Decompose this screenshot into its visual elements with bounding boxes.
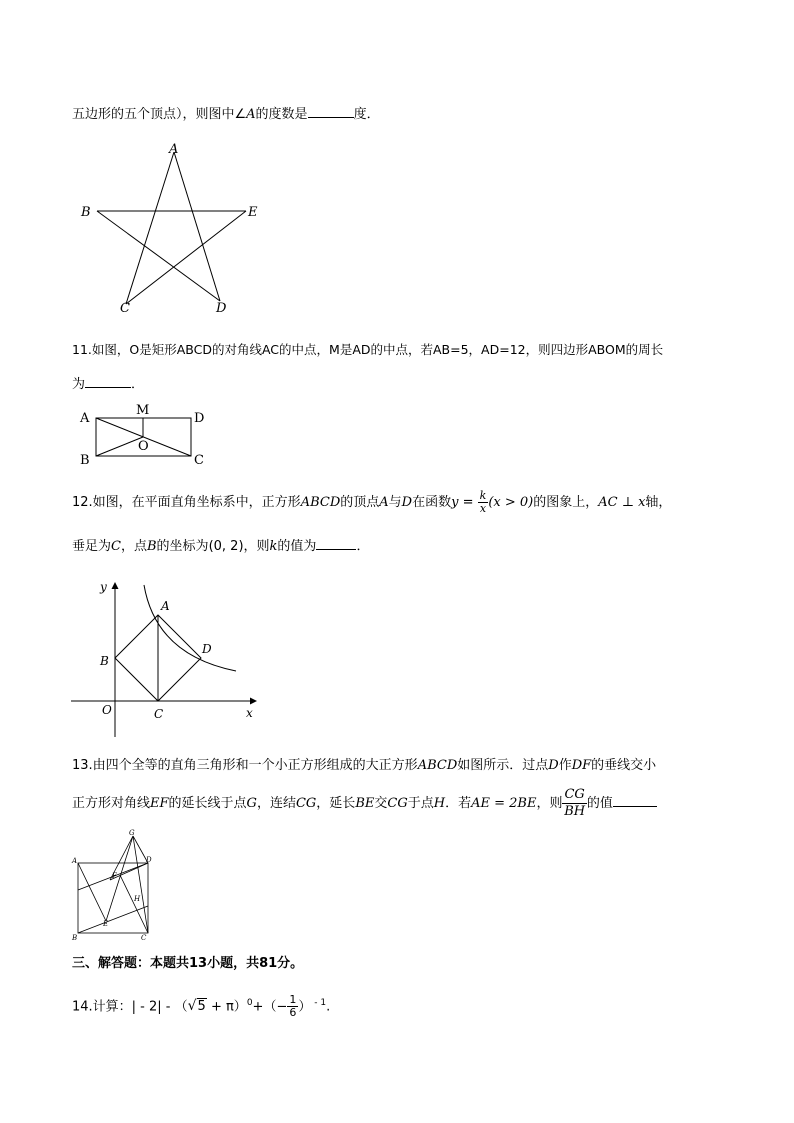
q12-text-1: 12.如图，在平面直角坐标系中，正方形 xyxy=(72,495,301,510)
q13-text-7: ，连结 xyxy=(256,796,296,811)
sq-label-c: C xyxy=(141,934,147,942)
q14-text-1: 14.计算：| - 2| - （ xyxy=(72,999,188,1015)
axis-label-x: x xyxy=(246,706,253,720)
q13-text-9: 交 xyxy=(374,796,388,811)
q12-text-4: 在函数 xyxy=(412,495,452,510)
q12-text-5: 的图象上， xyxy=(533,495,599,510)
q12-perpendicular: AC ⊥ x xyxy=(598,495,646,510)
sq-label-h: H xyxy=(134,895,141,903)
q10-answer-blank[interactable] xyxy=(308,103,354,118)
q13-text-4: 的垂线交小 xyxy=(591,758,657,773)
q12-fraction-denominator: x xyxy=(479,502,487,515)
q13-answer-blank[interactable] xyxy=(613,792,657,807)
q12-text-10: ，则 xyxy=(243,539,270,554)
q13-text-2: 如图所示．过点 xyxy=(457,758,549,773)
axis-label-y: y xyxy=(100,580,107,594)
q13-text-6: 的延长线于点 xyxy=(168,796,247,811)
line-eg xyxy=(106,836,133,921)
q14-exponent-neg1: - 1 xyxy=(311,998,327,1008)
rectangle-label-m: M xyxy=(136,403,150,418)
pentagram-figure xyxy=(70,138,270,318)
q12-text-12: ． xyxy=(356,539,370,554)
q13-line1 xyxy=(72,757,656,775)
q13-line2 xyxy=(72,786,657,822)
q12-fraction-numerator: k xyxy=(479,489,487,502)
rectangle-figure xyxy=(72,400,222,470)
q13-fraction-numerator: CG xyxy=(564,787,585,802)
point-label-d: D xyxy=(202,642,212,656)
q12-text-7: 垂足为 xyxy=(72,539,112,554)
q14-exponent-0: 0 xyxy=(246,998,253,1008)
q10-end-text: 度． xyxy=(353,107,380,122)
sq-label-a: A xyxy=(72,857,78,865)
rectangle-label-b: B xyxy=(80,453,90,468)
rectangle-label-o: O xyxy=(138,439,149,454)
point-label-b: B xyxy=(100,654,109,668)
q10-var-a: A xyxy=(246,107,256,122)
q14-fraction-numerator: 1 xyxy=(289,993,297,1007)
q12-fraction-k-over-x xyxy=(478,490,489,515)
q10-after-text: 的度数是 xyxy=(255,107,308,122)
q12-var-y: y xyxy=(451,495,459,510)
square-figure xyxy=(68,826,168,946)
q11-line1: 11.如图，O是矩形ABCD的对角线AC的中点，M是AD的中点，若AB=5，AD=12，则四边形ABOM的周长 xyxy=(72,342,664,357)
q13-fraction-denominator: BH xyxy=(564,804,586,819)
pentagram-line-ac xyxy=(126,152,174,304)
pentagram-label-b: B xyxy=(81,205,91,220)
q13-text-8: ，延长 xyxy=(316,796,356,811)
q11-line2-suffix: ． xyxy=(131,377,145,392)
q11-line2-prefix: 为 xyxy=(72,377,86,392)
q12-text-6: 轴， xyxy=(645,495,672,510)
q14-sqrt xyxy=(188,991,207,1022)
q13-text-11: ．若 xyxy=(445,796,472,811)
q12-text-3: 与 xyxy=(388,495,402,510)
q12-var-abcd: ABCD xyxy=(300,495,341,510)
q13-var-h: H xyxy=(433,796,446,811)
rectangle-label-d: D xyxy=(194,411,205,426)
q11-line2 xyxy=(72,373,144,394)
q13-var-cg-2: CG xyxy=(387,796,408,811)
coordinate-figure xyxy=(66,575,266,740)
q14-fraction-denominator: 6 xyxy=(289,1006,297,1020)
sqrt-icon: √ xyxy=(187,998,197,1015)
q12-domain: (x > 0) xyxy=(488,495,534,510)
q12-text-9: 的坐标为 xyxy=(156,539,209,554)
q13-var-d: D xyxy=(548,758,559,773)
q14-text-5: . xyxy=(326,999,331,1015)
pentagram-label-e: E xyxy=(248,205,258,220)
point-label-c: C xyxy=(154,707,164,721)
q13-var-be: BE xyxy=(355,796,375,811)
q12-answer-blank[interactable] xyxy=(316,535,356,550)
pentagram-label-a: A xyxy=(169,142,179,157)
sq-label-g: G xyxy=(129,829,135,837)
q13-text-3: 作 xyxy=(558,758,572,773)
q11-answer-blank[interactable] xyxy=(85,373,131,388)
line-gc xyxy=(133,836,148,933)
sq-label-b: B xyxy=(72,934,78,942)
sq-label-d: D xyxy=(146,856,152,864)
q13-text-1: 13.由四个全等的直角三角形和一个小正方形组成的大正方形 xyxy=(72,758,418,773)
q13-var-cg: CG xyxy=(295,796,317,811)
q13-var-ef: EF xyxy=(150,796,169,811)
pentagram-line-bd xyxy=(97,211,220,301)
q14-fraction xyxy=(287,994,298,1019)
pentagram-line-ad xyxy=(174,152,220,301)
q12-var-b: B xyxy=(146,539,157,554)
q12-point-b: (0, 2) xyxy=(208,539,244,554)
q12-var-a: A xyxy=(379,495,389,510)
q12-line1 xyxy=(72,490,671,514)
q13-text-5: 正方形对角线 xyxy=(72,796,151,811)
q10-line-text: 五边形的五个顶点），则图中∠ xyxy=(72,107,247,122)
section-heading: 三、解答题：本题共13小题，共81分。 xyxy=(72,956,304,971)
sq-label-e: E xyxy=(103,920,109,928)
rectangle-segment-bo xyxy=(96,437,143,456)
q14-text-4: ） xyxy=(298,999,312,1015)
q12-var-c: C xyxy=(111,539,121,554)
q12-var-k: k xyxy=(269,539,278,554)
sq-label-f: F xyxy=(112,872,117,880)
line-ae xyxy=(78,863,106,921)
q13-text-10: 于点 xyxy=(407,796,434,811)
q13-text-12: ，则 xyxy=(536,796,563,811)
q12-equals: = xyxy=(458,495,478,510)
pentagram-line-ec xyxy=(126,211,246,304)
q14-expression xyxy=(72,988,330,1018)
pentagram-label-c: C xyxy=(120,301,130,316)
q13-var-df: DF xyxy=(571,758,592,773)
q12-text-2: 的顶点 xyxy=(340,495,380,510)
q12-text-8: ，点 xyxy=(120,539,147,554)
q12-line2 xyxy=(72,535,369,556)
q13-condition: AE = 2BE xyxy=(471,796,537,811)
line-bh xyxy=(78,906,148,933)
q13-fraction-cg-over-bh xyxy=(562,787,586,820)
origin-label-o: O xyxy=(102,703,112,717)
q10-text xyxy=(72,103,380,124)
q14-text-3: +（− xyxy=(252,999,288,1015)
q13-var-g: G xyxy=(246,796,257,811)
q14-sqrt-radicand: 5 xyxy=(197,999,206,1015)
q12-text-11: 的值为 xyxy=(277,539,317,554)
q14-text-2: + π） xyxy=(206,999,247,1015)
q13-var-abcd: ABCD xyxy=(417,758,458,773)
q13-text-13: 的值 xyxy=(586,796,613,811)
rectangle-label-c: C xyxy=(194,453,204,468)
pentagram-label-d: D xyxy=(216,301,227,316)
point-label-a: A xyxy=(161,599,170,613)
q12-var-d: D xyxy=(401,495,413,510)
rectangle-label-a: A xyxy=(80,411,90,426)
